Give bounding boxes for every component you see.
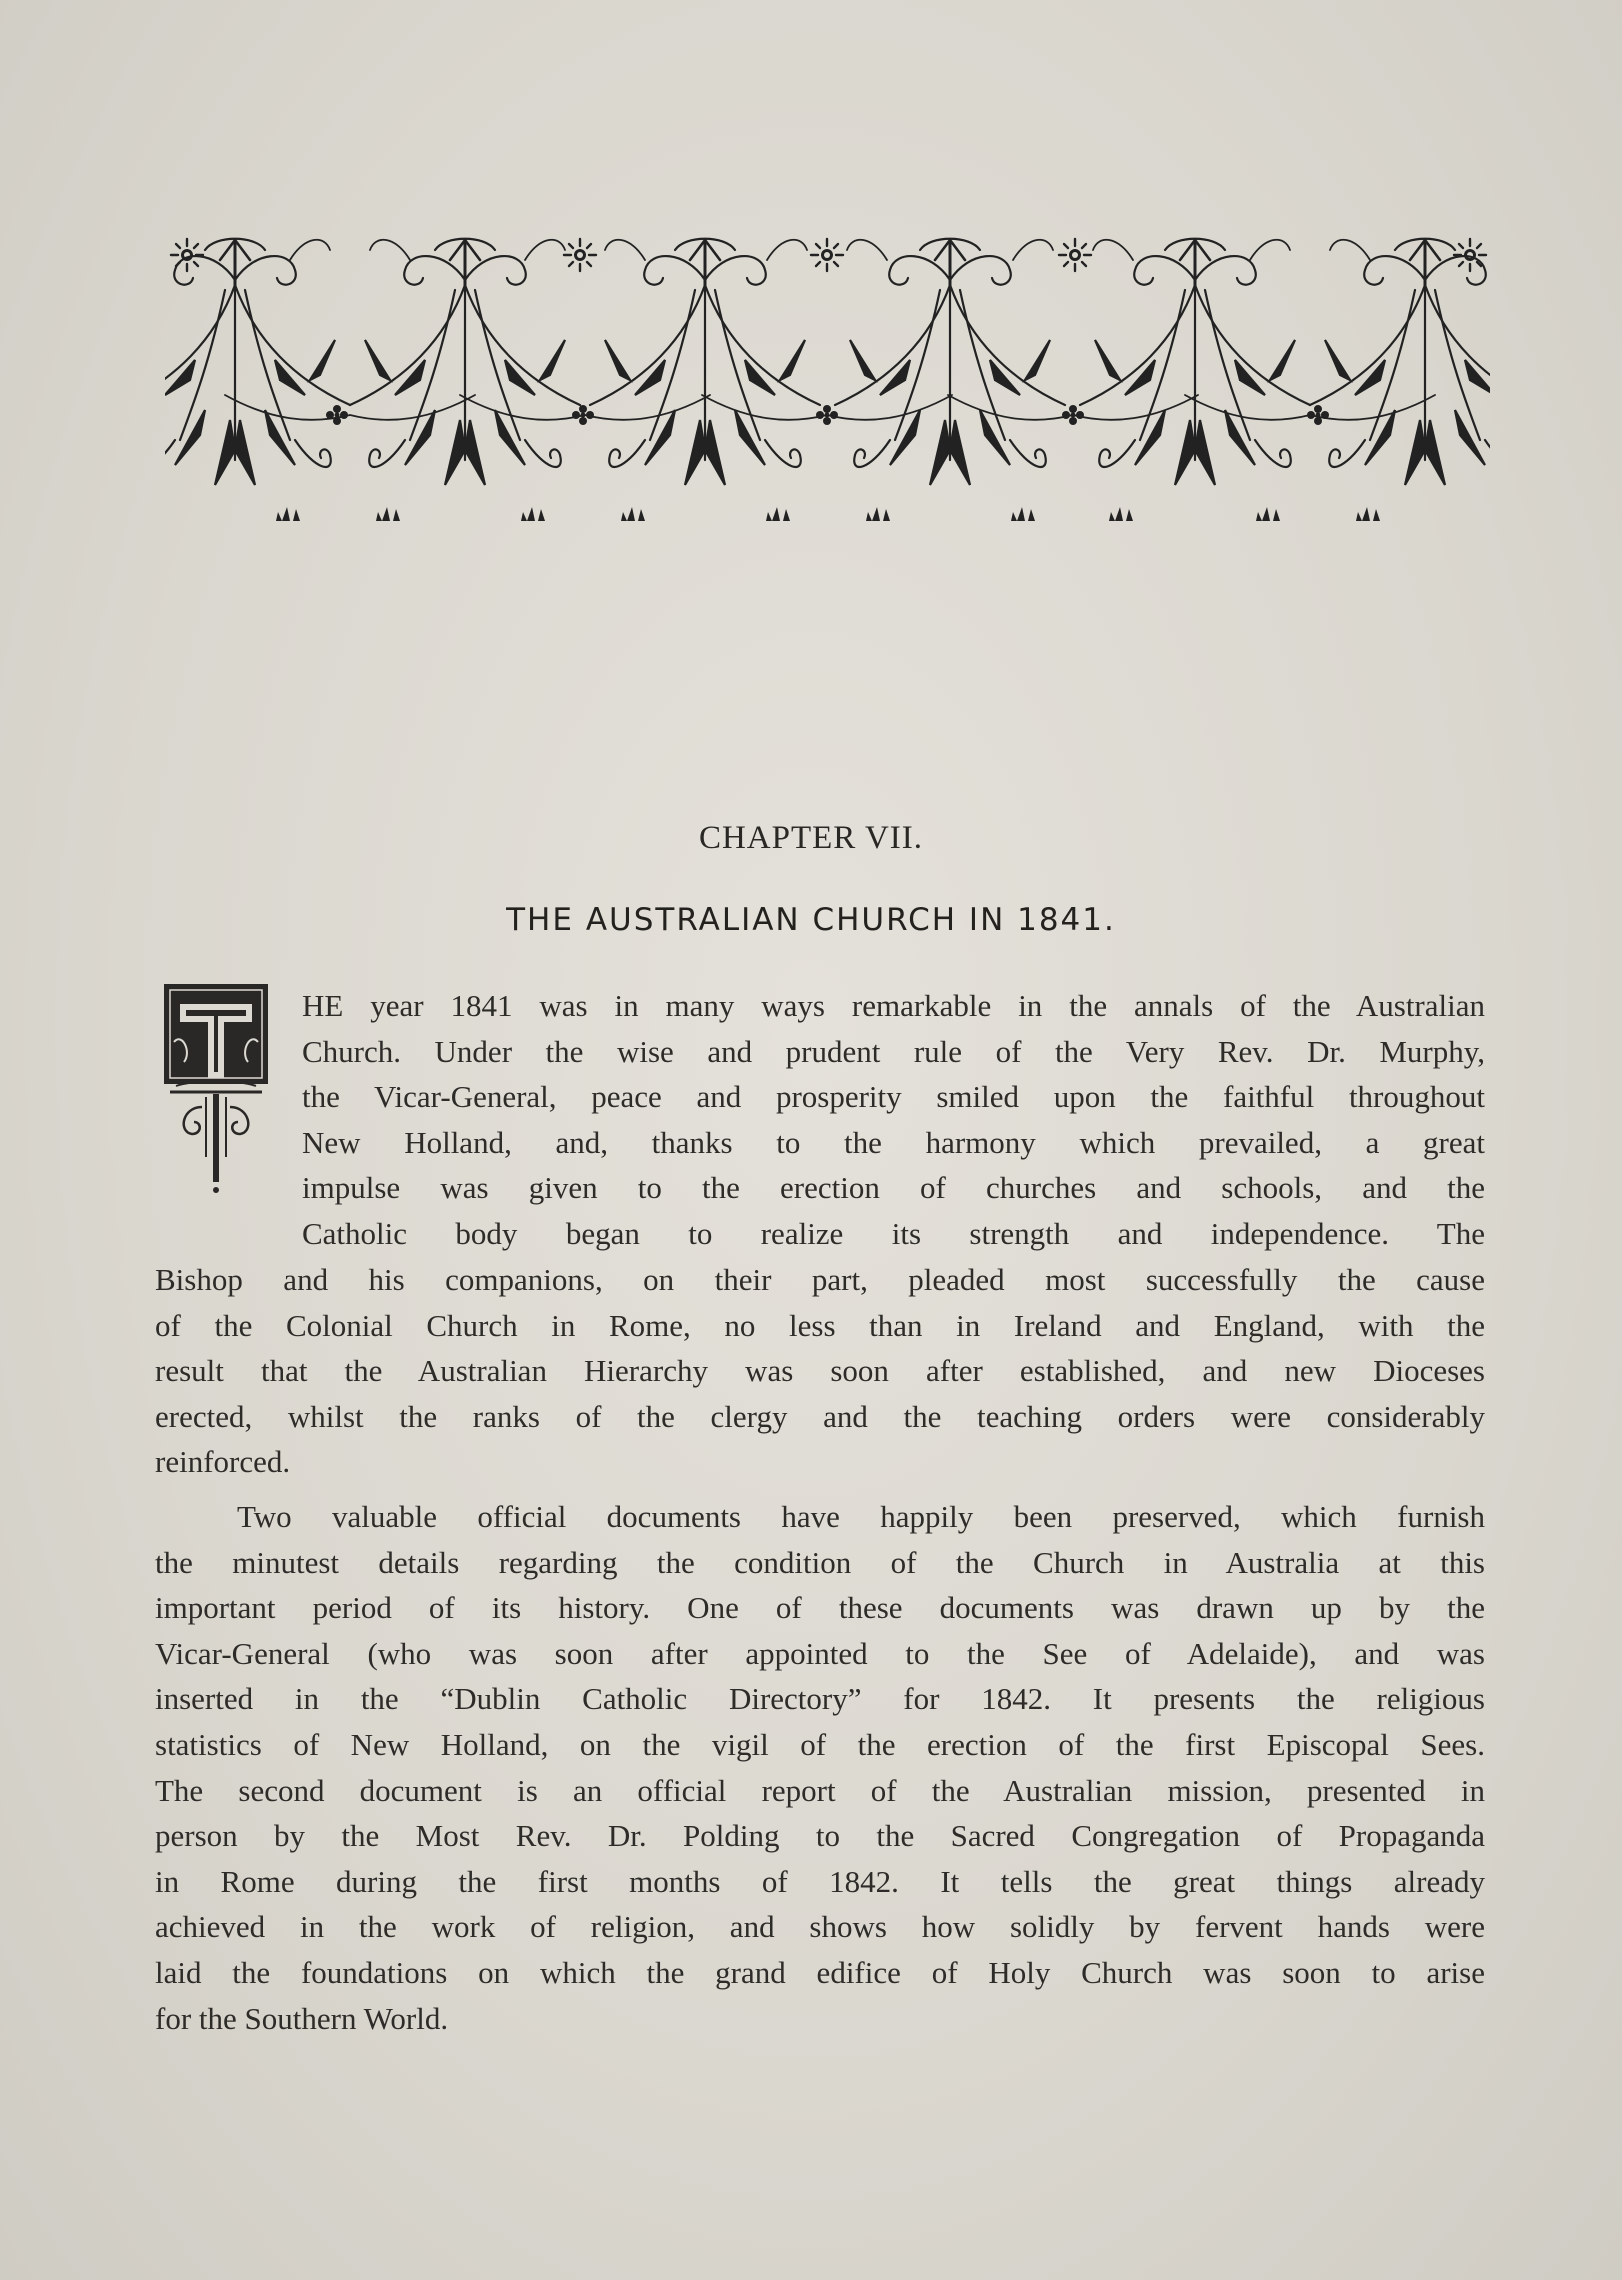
decorative-header-ornament-icon (165, 220, 1490, 530)
text-line: HE year 1841 was in many ways remarkable in the annals of the Australian (302, 988, 1485, 1023)
text-line: Church. Under the wise and prudent rule of the Very Rev. Dr. Murphy, (302, 1033, 1485, 1069)
text-line: in Rome during the first months of 1842. It tells the great things already (155, 1863, 1485, 1899)
text-line: statistics of New Holland, on the vigil of the erection of the first Episcopal Sees. (155, 1726, 1485, 1762)
text-line: achieved in the work of religion, and shows how solidly by fervent hands were (155, 1909, 1485, 1945)
text-line: New Holland, and, thanks to the harmony which prevailed, a great (302, 1124, 1485, 1160)
chapter-title: THE AUSTRALIAN CHURCH IN 1841. (506, 902, 1116, 938)
text-line: the Vicar-General, peace and prosperity smiled upon the faithful throughout (302, 1079, 1485, 1115)
text-line: The second document is an official report of the Australian mission, presented in (155, 1772, 1485, 1808)
text-line: erected, whilst the ranks of the clergy and the teaching orders were considerably (155, 1398, 1485, 1434)
text-line: laid the foundations on which the grand edifice of Holy Church was soon to arise (155, 1954, 1485, 1990)
text-line: Catholic body began to realize its strength and independence. The (302, 1215, 1485, 1251)
text-line: result that the Australian Hierarchy was soon after established, and new Dioceses (155, 1353, 1485, 1389)
text-line: reinforced. (155, 1444, 291, 1480)
paragraph-1-continued (155, 1257, 1485, 1485)
text-line: impulse was given to the erection of churches and schools, and the (302, 1170, 1485, 1206)
text-line: the minutest details regarding the condition of the Church in Australia at this (155, 1544, 1485, 1580)
text-line: important period of its history. One of these documents was drawn up by the (155, 1590, 1485, 1626)
text-line: of the Colonial Church in Rome, no less than in Ireland and England, with the (155, 1307, 1485, 1343)
text-line: Bishop and his companions, on their part, pleaded most successfully the cause (155, 1262, 1485, 1297)
paragraph-1-indented (155, 983, 1485, 1257)
paragraph-2 (155, 1494, 1485, 2041)
text-line: for the Southern World. (155, 2000, 449, 2036)
text-line: Vicar-General (who was soon after appointed to the See of Adelaide), and was (155, 1635, 1485, 1671)
chapter-heading: CHAPTER VII. (698, 820, 924, 856)
text-line: person by the Most Rev. Dr. Polding to the Sacred Congregation of Propaganda (155, 1818, 1485, 1854)
text-line: Two valuable official documents have happily been preserved, which furnish (237, 1499, 1485, 1534)
text-line: inserted in the “Dublin Catholic Directory” for 1842. It presents the religious (155, 1681, 1485, 1717)
